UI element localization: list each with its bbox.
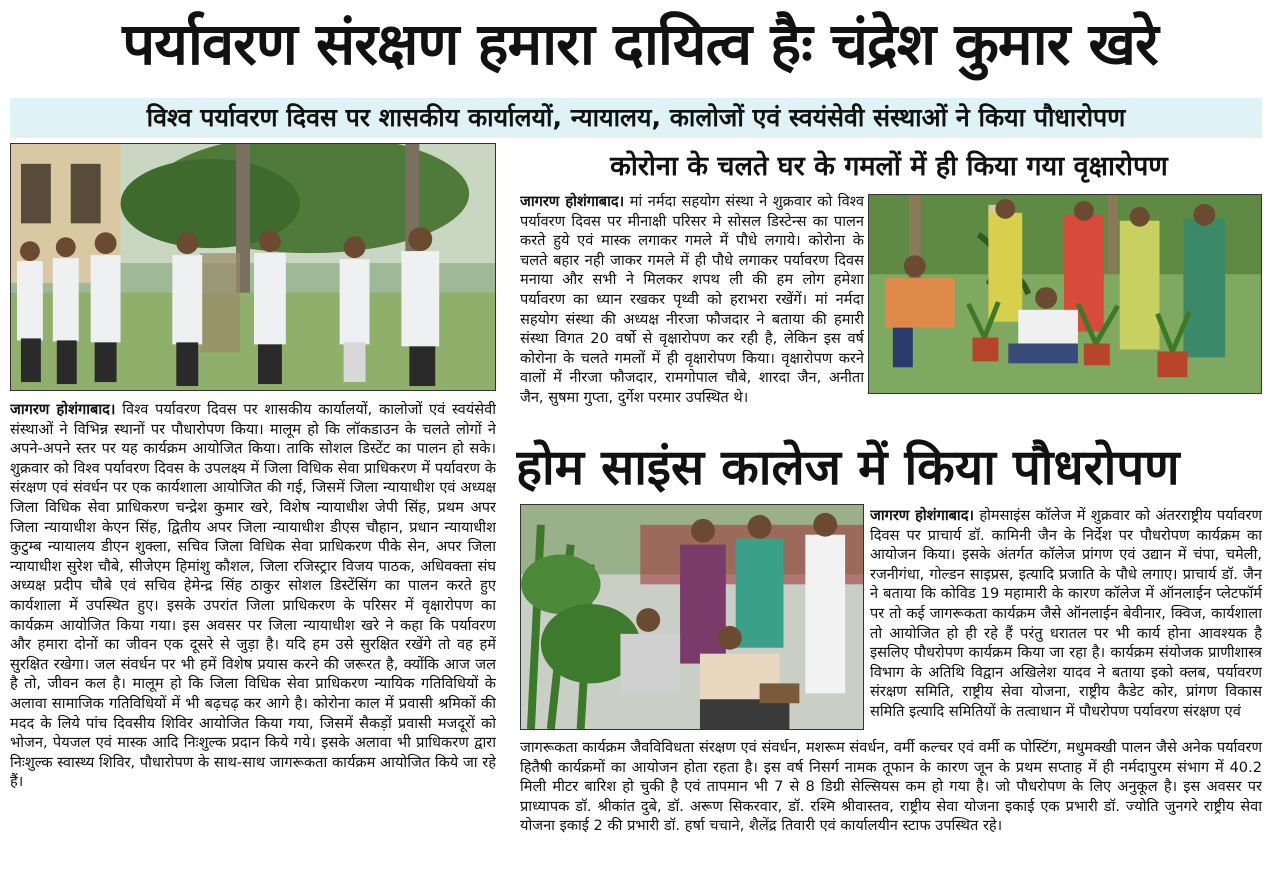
story-corona-text bbox=[520, 192, 864, 426]
photo-court-officials bbox=[10, 143, 496, 391]
story-corona-body: मां नर्मदा सहयोग संस्था ने शुक्रवार को विश्व पर्यावरण दिवस पर मीनाक्षी परिसर मे सोसल डिस्टेन्स का पालन करते हुये एवं मास्क लगाकर गमले में पौधे लगाये। कोरोना के चलते बहार नही जाकर गमले में ही पौधे लगाकर पर्यावरण दिवस मनाया और सभी ने मिलकर शपथ ली की हम लोग हमेशा पर्यावरण का ध्यान रखकर पृथ्वी को हराभरा रखेंगें। मां नर्मदा सहयोग संस्था की अध्यक्ष नीरजा फौजदार ने बताया की हमारी संस्था विगत 20 वर्षो से वृक्षारोपण कर रही है, लेकिन इस वर्ष कोरोना के चलते गमलों में ही वृक्षारोपण किया। वृक्षारोपण करने वालों में नीरजा फौजदार, रामगोपाल चौबे, शारदा जैन, अनीता जैन, सुषमा गुप्ता, दुर्गेश परमार उपस्थित थे। bbox=[520, 193, 864, 406]
page-subheadline: विश्व पर्यावरण दिवस पर शासकीय कार्यालयों, न्यायालय, कालोजों एवं स्वयंसेवी संस्थाओं ने किया पौधारोपण bbox=[146, 103, 1126, 132]
story-college-text-bottom bbox=[520, 738, 1262, 866]
page-headline: पर्यावरण संरक्षण हमारा दायित्व हैः चंद्रेश कुमार खरे bbox=[122, 10, 1158, 78]
story-college-continuation: जागरूकता कार्यक्रम जैवविविधता संरक्षण एवं संवर्धन, मशरूम संवर्धन, वर्मी कल्चर एवं वर्मी क पोस्टिंग, मधुमक्खी पालन जैसे अनेक पर्यावरण हितैषी कार्यक्रमों का आयोजन होता रहता है। इस वर्ष निसर्ग नामक तूफान के कारण जून के प्रथम सप्ताह में ही नर्मदापुरम संभाग में 40.2 मिली मीटर बारिश हो चुकी है एवं तापमान भी 7 से 8 डिग्री सेल्सियस कम हो गया है। जो पौधरोपण के लिए अनुकूल है। इस अवसर पर प्राध्यापक डॉ. श्रीकांत दुबे, डॉ. अरूण सिकरवार, डॉ. रश्मि श्रीवास्तव, राष्ट्रीय सेवा योजना इकाई एक प्रभारी डॉ. ज्योति जुनगरे राष्ट्रीय सेवा योजना इकाई 2 की प्रभारी डॉ. हर्षा चचाने, शैलेंद्र तिवारी एवं कार्यालयीन स्टाफ उपस्थित रहे। bbox=[520, 739, 1262, 835]
story-college-headline: होम साइंस कालेज में किया पौधरोपण bbox=[516, 439, 1180, 496]
story-main-body: विश्व पर्यावरण दिवस पर शासकीय कार्यालयों, कालोजों एवं स्वयंसेवी संस्थाओं ने विभिन्न स्थानों पर पौधारोपण किया। मालूम हो कि लॉकडाउन के चलते लोगों ने अपने-अपने स्तर पर यह कार्यक्रम आयोजित किया। ताकि सोशल डिस्टेंट का पालन हो सके। शुक्रवार को विश्व पर्यावरण दिवस के उपलक्ष्य में जिला विधिक सेवा प्राधिकरण में पर्यावरण के संरक्षण एवं संवर्धन पर एक कार्यशाला आयोजित की गई, जिसमें जिला न्यायाधीश एवं अध्यक्ष जिला विधिक सेवा प्राधिकरण चन्द्रेश कुमार खरे, विशेष न्यायाधीश जेपी सिंह, प्रथम अपर जिला न्यायाधीश केएन सिंह, द्वितीय अपर जिला न्यायाधीश डीएस चौहान, प्रधान न्यायाधीश कुटुम्ब न्यायालय डीएन शुक्ला, सचिव जिला विधिक सेवा प्राधिकरण पीके सेन, अपर जिला न्यायाधीश सुरेश चौबे, सीजेएम हिमांशु कौशल, जिला रजिस्ट्रार विजय पाठक, अधिवक्ता संघ अध्यक्ष प्रदीप चौबे एवं सचिव हेमेन्द्र सिंह ठाकुर सोशल डिस्टेंसिंग का पालन करते हुए कार्यशाला में उपस्थित हुए। इसके उपरांत जिला प्राधिकरण के परिसर में वृक्षारोपण का कार्यक्रम आयोजित किया गया। इस अवसर पर जिला न्यायाधीश खरे ने कहा कि पर्यावरण और हमारा दोनों का जीवन एक दूसरे से जुड़ा है। यदि हम उसे सुरक्षित रखेंगे तो वह हमें सुरक्षित रखेगा। जल संवर्धन पर भी हमें विशेष प्रयास करने की जरूरत है, क्योंकि आज जल है तो, जीवन कल है। मालूम हो कि जिला विधिक सेवा प्राधिकरण न्यायिक गतिविधियों के अलावा सामाजिक गतिविधियों में भी बढ़चढ़ कर आगे है। कोरोना काल में प्रवासी श्रमिकों की मदद के लिये पांच दिवसीय शिविर आयोजित किया गया, जिसमें सैकड़ों प्रवासी मजदूरों को भोजन, पेयजल एवं मास्क आदि निःशुल्क प्रदान किये गये। इसके अलावा भी प्राधिकरण द्वारा निःशुल्क स्वास्थ्य शिविर, पौधारोपण के साथ-साथ जागरूकता कार्यक्रम आयोजित किये जा रहे हैं। bbox=[10, 401, 496, 791]
story-corona-headline: कोरोना के चलते घर के गमलों में ही किया गया वृक्षारोपण bbox=[610, 151, 1168, 182]
story-college-text-top bbox=[870, 506, 1262, 738]
story-corona-dateline: जागरण होशंगाबाद। bbox=[520, 193, 625, 210]
photo-potted-plants bbox=[868, 194, 1262, 394]
story-college-dateline: जागरण होशंगाबाद। bbox=[870, 507, 974, 524]
story-college-body: होमसाइंस कॉलेज में शुक्रवार को अंतरराष्ट्रीय पर्यावरण दिवस पर प्राचार्य डॉ. कामिनी जैन के निर्देश पर पौधरोपण कार्यक्रम का आयोजन किया। इसके अंतर्गत कॉलेज प्रांगण एवं उद्यान में चंपा, चमेली, रजनीगंधा, गोल्डन साइप्रस, इत्यादि प्रजाति के पौधे लगाए। प्राचार्य डॉ. जैन ने बताया कि कोविड 19 महामारी के कारण कॉलेज में ऑनलाईन प्लेटफॉर्म पर तो कई जागरूकता कार्यक्रम जैसे ऑनलाईन बेवीनार, क्विज, कार्यशाला तो आयोजित हो ही रहे हैं परंतु धरातल पर भी कार्य होना आवश्यक है इसलिए पौधरोपण कार्यक्रम किया जा रहा है। कार्यक्रम संयोजक प्राणीशास्त्र विभाग के अतिथि विद्वान अखिलेश यादव ने बताया इको क्लब, पर्यावरण संरक्षण समिति, राष्ट्रीय सेवा योजना, राष्ट्रीय कैडेट कोर, प्रांगण विकास समिति इत्यादि समितियों के तत्वाधान में पौधरोपण पर्यावरण संरक्षण एवं bbox=[870, 507, 1262, 720]
story-main-dateline: जागरण होशंगाबाद। bbox=[10, 401, 116, 418]
photo-college-plantation bbox=[520, 504, 864, 730]
story-main-text bbox=[10, 400, 496, 866]
